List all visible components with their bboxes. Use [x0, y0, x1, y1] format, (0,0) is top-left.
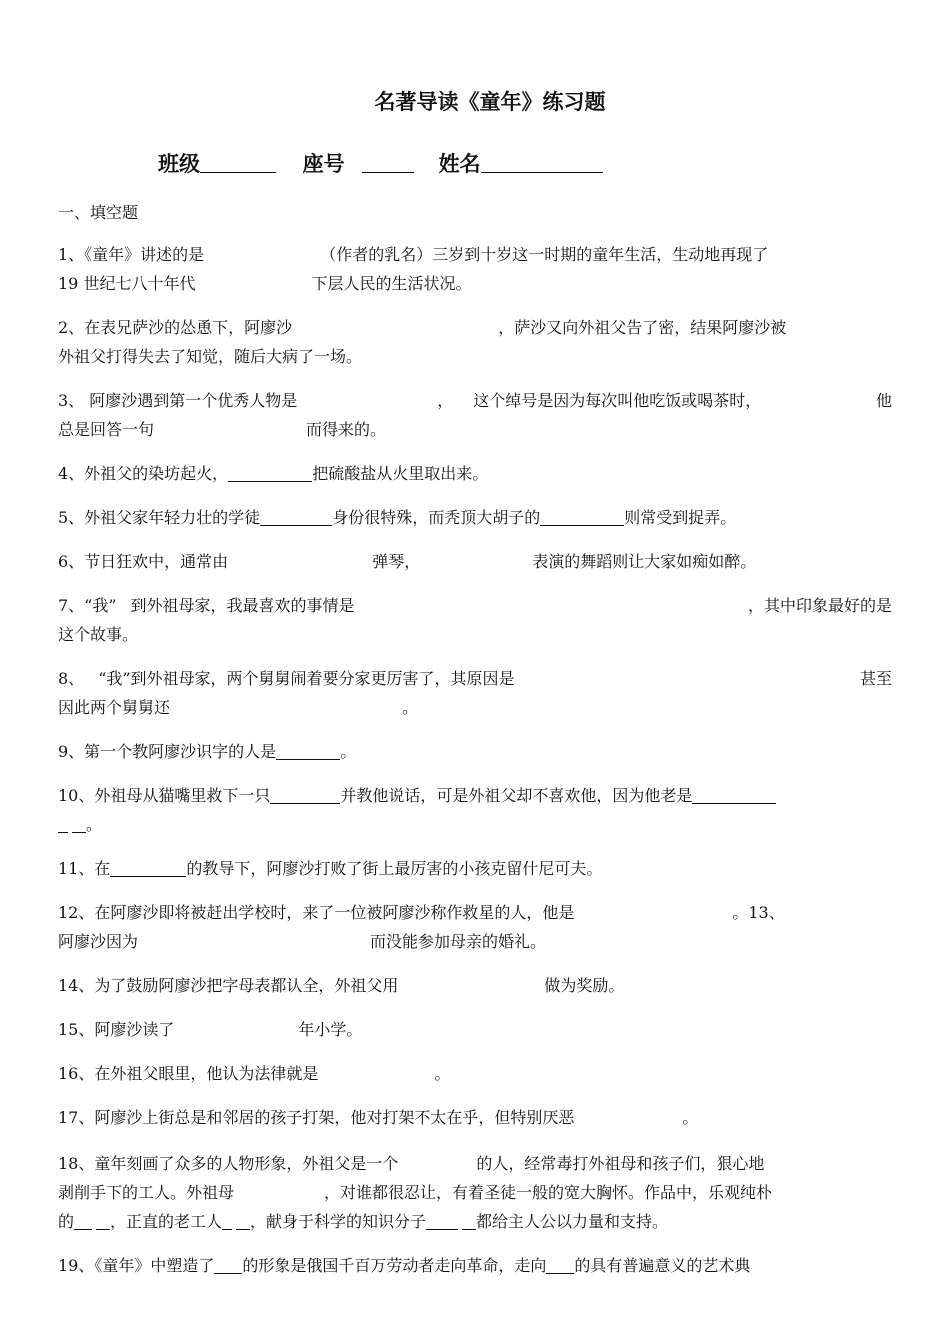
q10-blank-2[interactable] — [692, 785, 776, 804]
question-11: 11、在 的教导下，阿廖沙打败了街上最厉害的小孩克留什尼可夫。 — [58, 859, 603, 878]
q18-blank-4[interactable] — [222, 1211, 232, 1230]
question-12: 12、在阿廖沙即将被赶出学校时，来了一位被阿廖沙称作救星的人，他是 。13、 阿廖沙因为 而没能参加母亲的婚礼。 — [58, 903, 785, 951]
q9-blank[interactable] — [276, 741, 340, 760]
question-16: 16、在外祖父眼里，他认为法律就是 。 — [58, 1064, 451, 1083]
page-title: 名著导读《童年》练习题 — [374, 90, 606, 114]
name-label: 姓名 — [438, 152, 481, 176]
q5-blank-2[interactable] — [540, 507, 624, 526]
question-8: 8、 “我”到外祖母家，两个舅舅闹着要分家更厉害了，其原因是 甚至 因此两个舅舅还 。 — [58, 669, 892, 717]
q10-blank-1[interactable] — [270, 785, 340, 804]
q19-blank-1[interactable] — [214, 1255, 242, 1274]
question-19: 19、《童年》中塑造了 的形象是俄国千百万劳动者走向革命，走向 的具有普遍意义的艺术典 — [58, 1256, 751, 1275]
question-6: 6、节日狂欢中，通常由 弹琴， 表演的舞蹈则让大家如痴如醉。 — [58, 552, 757, 571]
q18-blank-5[interactable] — [426, 1211, 458, 1230]
question-1: 1、《童年》讲述的是 （作者的乳名）三岁到十岁这一时期的童年生活，生动地再现了 19 世纪七八十年代 下层人民的生活状况。 — [58, 245, 769, 293]
name-blank[interactable] — [481, 152, 603, 173]
question-9: 9、第一个教阿廖沙识字的人是 。 — [58, 742, 357, 761]
question-4: 4、外祖父的染坊起火， 把硫酸盐从火里取出来。 — [58, 464, 489, 483]
seat-blank[interactable] — [362, 152, 414, 173]
question-18: 18、童年刻画了众多的人物形象，外祖父是一个 的人，经常毒打外祖母和孩子们，狠心地 剥削手下的工人。外祖母 ，对谁都很忍让，有着圣徒一般的宽大胸怀。作品中，乐观纯朴 的 ，正直的老工人 ，献身于科学的知识分子 都给主人公以力量和支持。 — [58, 1154, 773, 1231]
q11-blank[interactable] — [110, 858, 186, 877]
q18-blank-3[interactable] — [74, 1211, 92, 1230]
section-heading: 一、填空题 — [58, 203, 139, 222]
class-label: 班级 — [158, 152, 200, 176]
q4-blank[interactable] — [228, 463, 312, 482]
question-10: 10、外祖母从猫嘴里救下一只 并教他说话，可是外祖父却不喜欢他，因为他老是 。 — [58, 781, 892, 839]
q5-blank-1[interactable] — [260, 507, 332, 526]
seat-label: 座号 — [302, 152, 345, 176]
class-blank[interactable] — [200, 152, 276, 173]
question-2: 2、在表兄萨沙的怂恿下，阿廖沙 ，萨沙又向外祖父告了密，结果阿廖沙被 外祖父打得失去了知觉，随后大病了一场。 — [58, 318, 787, 366]
question-3: 3、 阿廖沙遇到第一个优秀人物是 ， 这个绰号是因为每次叫他吃饭或喝茶时， 他 总是回答一句 而得来的。 — [58, 391, 892, 439]
question-5: 5、外祖父家年轻力壮的学徒 身份很特殊，而秃顶大胡子的 则常受到捉弄。 — [58, 508, 737, 527]
q19-blank-2[interactable] — [546, 1255, 574, 1274]
question-17: 17、阿廖沙上街总是和邻居的孩子打架，他对打架不太在乎，但特别厌恶 。 — [58, 1108, 699, 1127]
student-info-row — [158, 148, 603, 178]
question-7: 7、“我” 到外祖母家，我最喜欢的事情是 ，其中印象最好的是 这个故事。 — [58, 596, 892, 644]
question-15: 15、阿廖沙读了 年小学。 — [58, 1020, 363, 1039]
question-14: 14、为了鼓励阿廖沙把字母表都认全，外祖父用 做为奖励。 — [58, 976, 625, 995]
